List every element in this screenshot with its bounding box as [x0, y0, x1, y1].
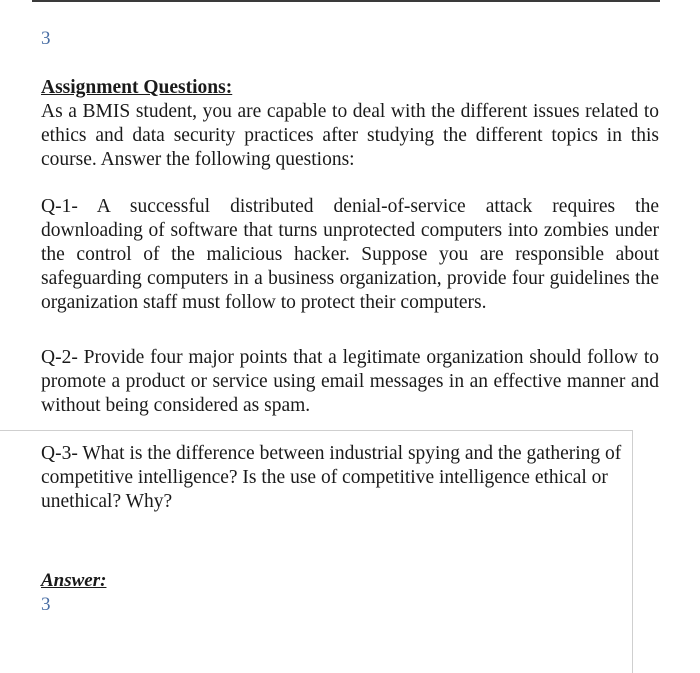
question-3-text: Q-3- What is the difference between industrial spying and the gathering of competitive intelligence? Is the use of competitive intelligence ethical or unethical? Why?: [41, 443, 622, 512]
question-1-text: Q-1- A successful distributed denial-of-service attack requires the downloading of software that turns unprotected computers into zombies under the control of the malicious hacker. Suppose you are responsible about safeguarding computers in a business organization, provide four guidelines the organization staff must follow to protect their computers.: [41, 196, 659, 313]
question-2-text: Q-2- Provide four major points that a legitimate organization should follow to promote a product or service using email messages in an effective manner and without being considered as spam.: [41, 347, 659, 416]
question-3: [41, 442, 659, 514]
question-2: [41, 346, 659, 418]
question-1: [41, 195, 659, 315]
assignment-intro-block: [41, 76, 659, 172]
assignment-heading: Assignment Questions:: [41, 77, 233, 98]
answer-label: Answer:: [41, 570, 107, 591]
page-number-top: 3: [41, 28, 51, 49]
answer-frame-top-border: [0, 430, 632, 431]
top-rule: [32, 0, 660, 2]
intro-paragraph: As a BMIS student, you are capable to deal with the different issues related to ethics and data security practices after studying the different topics in this course. Answer the following questions:: [41, 101, 659, 170]
page-number-bottom: 3: [41, 594, 51, 615]
